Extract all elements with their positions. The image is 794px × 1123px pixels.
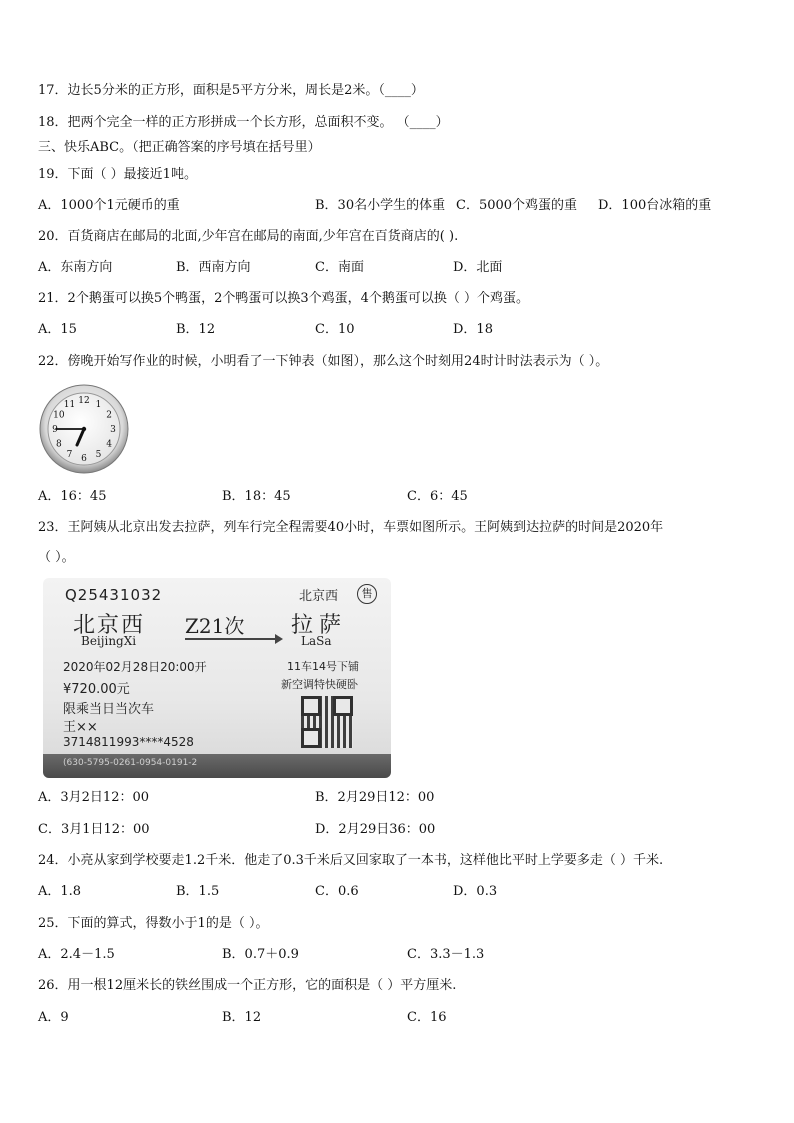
- option-c: C．5000个鸡蛋的重: [456, 198, 578, 213]
- option-c: C．南面: [315, 260, 364, 275]
- question-19-stem: 19．下面（ ）最接近1吨。: [38, 167, 197, 182]
- qr-code-icon: [301, 696, 353, 748]
- question-26-stem: 26．用一根12厘米长的铁丝围成一个正方形，它的面积是（ ）平方厘米.: [38, 978, 457, 993]
- ticket-to: 拉萨: [291, 613, 348, 638]
- ticket-serial: Q25431032: [65, 586, 163, 604]
- option-c: C．6：45: [407, 489, 468, 504]
- clock-numeral: 5: [95, 450, 102, 461]
- ticket-bottom-code: (630-5795-0261-0954-0191-2: [63, 758, 198, 768]
- ticket-station-stamp: 北京西: [299, 589, 339, 604]
- ticket-from-pinyin: BeijingXi: [81, 634, 137, 648]
- train-ticket-image: [43, 578, 391, 778]
- option-c: C．16: [407, 1010, 447, 1025]
- question-18: 18．把两个完全一样的正方形拼成一个长方形，总面积不变。 （____）: [38, 115, 449, 130]
- question-21-stem: 21．2个鹅蛋可以换5个鸭蛋，2个鸭蛋可以换3个鸡蛋，4个鹅蛋可以换（ ）个鸡蛋。: [38, 291, 530, 306]
- clock-numeral: 8: [56, 439, 62, 450]
- question-25-stem: 25．下面的算式，得数小于1的是（ ）。: [38, 916, 269, 931]
- option-c: C．10: [315, 322, 355, 337]
- ticket-car-type: 新空调特快硬卧: [281, 678, 358, 691]
- question-20-stem: 20．百货商店在邮局的北面,少年宫在邮局的南面,少年宫在百货商店的( ).: [38, 229, 459, 244]
- option-a: A．东南方向: [38, 260, 113, 275]
- clock-numeral: 1: [95, 399, 102, 410]
- clock-numeral: 3: [110, 425, 116, 435]
- clock-icon: [38, 384, 130, 474]
- ticket-note: 限乘当日当次车: [63, 702, 155, 717]
- question-24-stem: 24．小亮从家到学校要走1.2千米．他走了0.3千米后又回家取了一本书，这样他比平时上学要多走（ ）千米.: [38, 853, 664, 868]
- clock-numeral: 7: [66, 450, 73, 461]
- option-d: D．北面: [453, 260, 503, 275]
- section-heading: 三、快乐ABC。（把正确答案的序号填在括号里）: [38, 140, 321, 155]
- clock-numeral: 11: [63, 399, 76, 410]
- option-a: A．16：45: [38, 489, 107, 504]
- option-a: A．1000个1元硬币的重: [38, 198, 180, 213]
- option-a: A．2.4－1.5: [38, 947, 115, 962]
- option-a: A．9: [38, 1010, 69, 1025]
- clock-numeral: 2: [106, 410, 112, 421]
- option-d: D．18: [453, 322, 493, 337]
- ticket-datetime: 2020年02月28日20:00开: [63, 660, 207, 674]
- clock-numeral: 9: [52, 425, 58, 435]
- option-b: B．30名小学生的体重: [315, 198, 446, 213]
- option-a: A．15: [38, 322, 77, 337]
- option-c: C．3月1日12：00: [38, 822, 150, 837]
- clock-numeral: 12: [78, 396, 90, 406]
- option-b: B．1.5: [176, 884, 220, 899]
- ticket-sale-stamp: 售: [357, 584, 377, 604]
- option-b: B．0.7＋0.9: [222, 947, 299, 962]
- option-b: B．西南方向: [176, 260, 251, 275]
- ticket-seat: 11车14号下铺: [287, 660, 359, 673]
- question-22-stem: 22．傍晚开始写作业的时候，小明看了一下钟表（如图），那么这个时刻用24时计时法表示为（ ）。: [38, 354, 609, 369]
- option-b: B．18：45: [222, 489, 291, 504]
- question-23-stem-cont: （ ）。: [38, 550, 75, 565]
- ticket-price: ¥720.00元: [63, 682, 130, 697]
- ticket-to-pinyin: LaSa: [301, 634, 332, 648]
- option-a: A．1.8: [38, 884, 82, 899]
- clock-numeral: 4: [106, 439, 112, 450]
- ticket-id-number: 3714811993****4528: [63, 735, 194, 749]
- ticket-passenger: 王××: [63, 720, 98, 735]
- option-d: D．100台冰箱的重: [598, 198, 712, 213]
- option-b: B．12: [222, 1010, 262, 1025]
- option-c: C．3.3－1.3: [407, 947, 485, 962]
- option-d: D．0.3: [453, 884, 498, 899]
- ticket-train-number: Z21次: [185, 614, 245, 638]
- option-c: C．0.6: [315, 884, 359, 899]
- ticket-arrow: [185, 638, 281, 640]
- option-a: A．3月2日12：00: [38, 790, 150, 805]
- ticket-from: 北京西: [73, 613, 146, 638]
- question-17: 17．边长5分米的正方形，面积是5平方分米，周长是2米。（____）: [38, 83, 424, 98]
- option-b: B．2月29日12：00: [315, 790, 435, 805]
- clock-figure: [38, 384, 130, 474]
- clock-numeral: 10: [53, 410, 65, 421]
- option-b: B．12: [176, 322, 216, 337]
- clock-numeral: 6: [81, 454, 87, 464]
- question-23-stem: 23．王阿姨从北京出发去拉萨，列车行完全程需要40小时，车票如图所示。王阿姨到达拉萨的时间是2020年: [38, 520, 664, 535]
- option-d: D．2月29日36：00: [315, 822, 436, 837]
